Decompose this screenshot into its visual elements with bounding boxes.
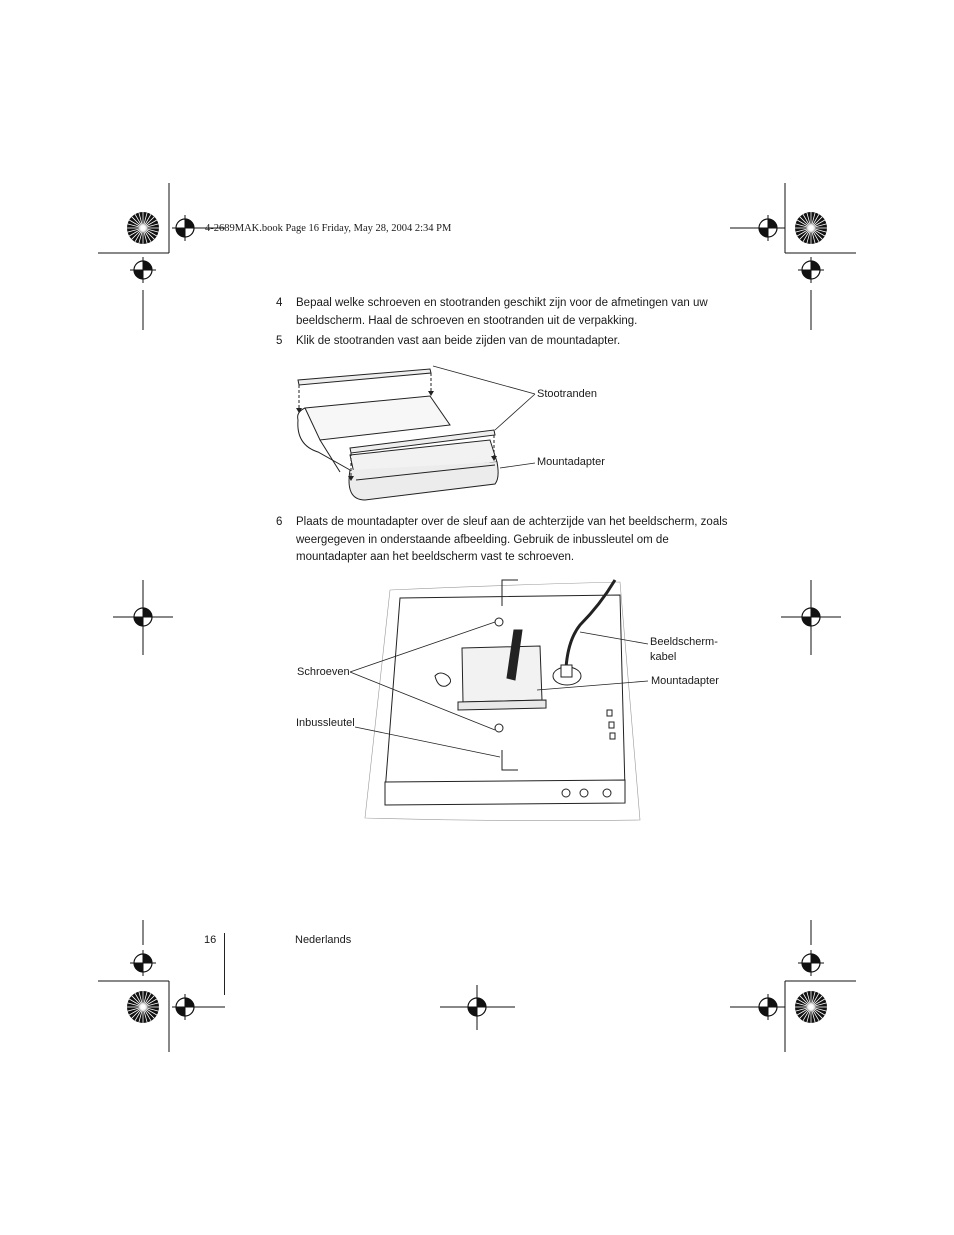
- label-display-cable-line1: Beeldscherm-: [650, 636, 718, 648]
- label-hex-key: Inbussleutel: [296, 717, 355, 729]
- step-text: Klik de stootranden vast aan beide zijden van de mountadapter.: [296, 335, 621, 347]
- footer-divider: [224, 933, 225, 995]
- step-number: 5: [276, 335, 283, 347]
- page-number: 16: [204, 934, 217, 946]
- label-display-cable-line2: kabel: [650, 651, 677, 663]
- step-number: 6: [276, 516, 283, 528]
- label-mount-adapter: Mountadapter: [537, 456, 605, 468]
- step-text: Plaats de mountadapter over de sleuf aan de achterzijde van het beeldscherm, zoals weergegeven in onderstaande afbeelding. Gebruik de inbussleutel om de mountadapter aan het beeldscherm vast te schroeven.: [296, 516, 728, 563]
- step-text: Bepaal welke schroeven en stootranden geschikt zijn voor de afmetingen van uw beeldscherm. Haal de schroeven en stootranden uit de verpakking.: [296, 297, 708, 327]
- book-header-info: 4-2689MAK.book Page 16 Friday, May 28, 2004 2:34 PM: [205, 223, 452, 234]
- label-mount-adapter-2: Mountadapter: [651, 675, 719, 687]
- label-screws: Schroeven: [297, 666, 350, 678]
- step-number: 4: [276, 297, 283, 309]
- footer-language: Nederlands: [295, 934, 352, 946]
- label-bumpers: Stootranden: [537, 388, 597, 400]
